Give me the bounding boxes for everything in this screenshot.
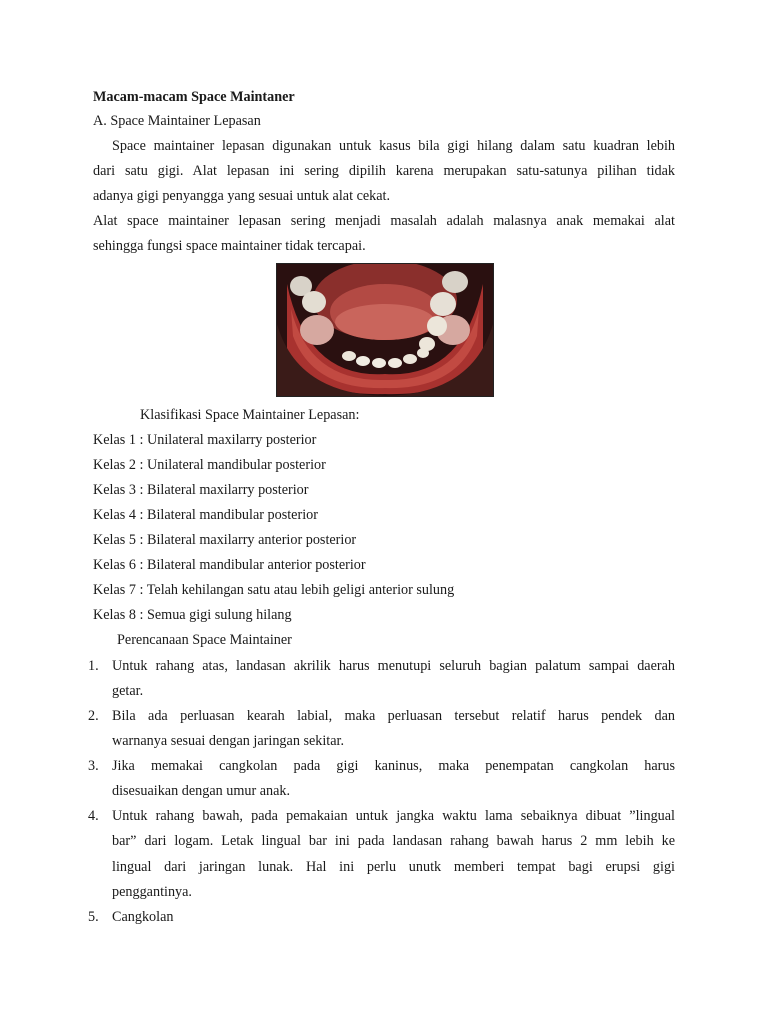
- list-item-text: penggantinya.: [112, 884, 192, 900]
- list-item-text: Jika memakai cangkolan pada gigi kaninus, maka penempatan cangkolan harus: [112, 758, 675, 774]
- section-heading-a: A. Space Maintainer Lepasan: [93, 113, 261, 129]
- list-number: 5.: [88, 909, 99, 925]
- list-item-text: warnanya sesuai dengan jaringan sekitar.: [112, 733, 345, 749]
- list-item-text: Cangkolan: [112, 909, 174, 925]
- kelas-item: Kelas 7 : Telah kehilangan satu atau lebih geligi anterior sulung: [93, 582, 455, 598]
- kelas-item: Kelas 2 : Unilateral mandibular posterior: [93, 457, 326, 473]
- kelas-item: Kelas 4 : Bilateral mandibular posterior: [93, 507, 318, 523]
- list-number: 2.: [88, 708, 99, 724]
- list-item-text: bar” dari logam. Letak lingual bar ini pada landasan rahang bawah harus 2 mm lebih ke: [112, 833, 675, 849]
- perencanaan-heading: Perencanaan Space Maintainer: [117, 632, 292, 648]
- paragraph-1-line-3: adanya gigi penyangga yang sesuai untuk alat cekat.: [93, 188, 391, 204]
- kelas-item: Kelas 8 : Semua gigi sulung hilang: [93, 607, 292, 623]
- kelas-item: Kelas 1 : Unilateral maxilarry posterior: [93, 432, 317, 448]
- list-number: 4.: [88, 808, 99, 824]
- list-item-text: Untuk rahang atas, landasan akrilik harus menutupi seluruh bagian palatum sampai daerah: [112, 658, 675, 674]
- list-number: 1.: [88, 658, 99, 674]
- kelas-item: Kelas 3 : Bilateral maxilarry posterior: [93, 482, 309, 498]
- list-number: 3.: [88, 758, 99, 774]
- paragraph-1-line-2: dari satu gigi. Alat lepasan ini sering dipilih karena merupakan satu-satunya pilihan tidak: [93, 163, 675, 179]
- list-item-text: getar.: [112, 683, 144, 699]
- paragraph-2-line-2: sehingga fungsi space maintainer tidak tercapai.: [93, 238, 366, 254]
- list-item-text: Untuk rahang bawah, pada pemakaian untuk jangka waktu lama sebaiknya dibuat ”lingual: [112, 808, 675, 824]
- list-item-text: Bila ada perluasan kearah labial, maka perluasan tersebut relatif harus pendek dan: [112, 708, 675, 724]
- list-item-text: disesuaikan dengan umur anak.: [112, 783, 291, 799]
- klasifikasi-heading: Klasifikasi Space Maintainer Lepasan:: [140, 407, 360, 423]
- dental-photo: [276, 263, 494, 397]
- paragraph-1-line-1: Space maintainer lepasan digunakan untuk kasus bila gigi hilang dalam satu kuadran lebih: [112, 138, 675, 154]
- document-title: Macam-macam Space Maintaner: [93, 89, 295, 105]
- kelas-item: Kelas 6 : Bilateral mandibular anterior posterior: [93, 557, 366, 573]
- kelas-item: Kelas 5 : Bilateral maxilarry anterior posterior: [93, 532, 357, 548]
- paragraph-2-line-1: Alat space maintainer lepasan sering menjadi masalah adalah malasnya anak memakai alat: [93, 213, 675, 229]
- list-item-text: lingual dari jaringan lunak. Hal ini perlu unutk memberi tempat bagi erupsi gigi: [112, 859, 675, 875]
